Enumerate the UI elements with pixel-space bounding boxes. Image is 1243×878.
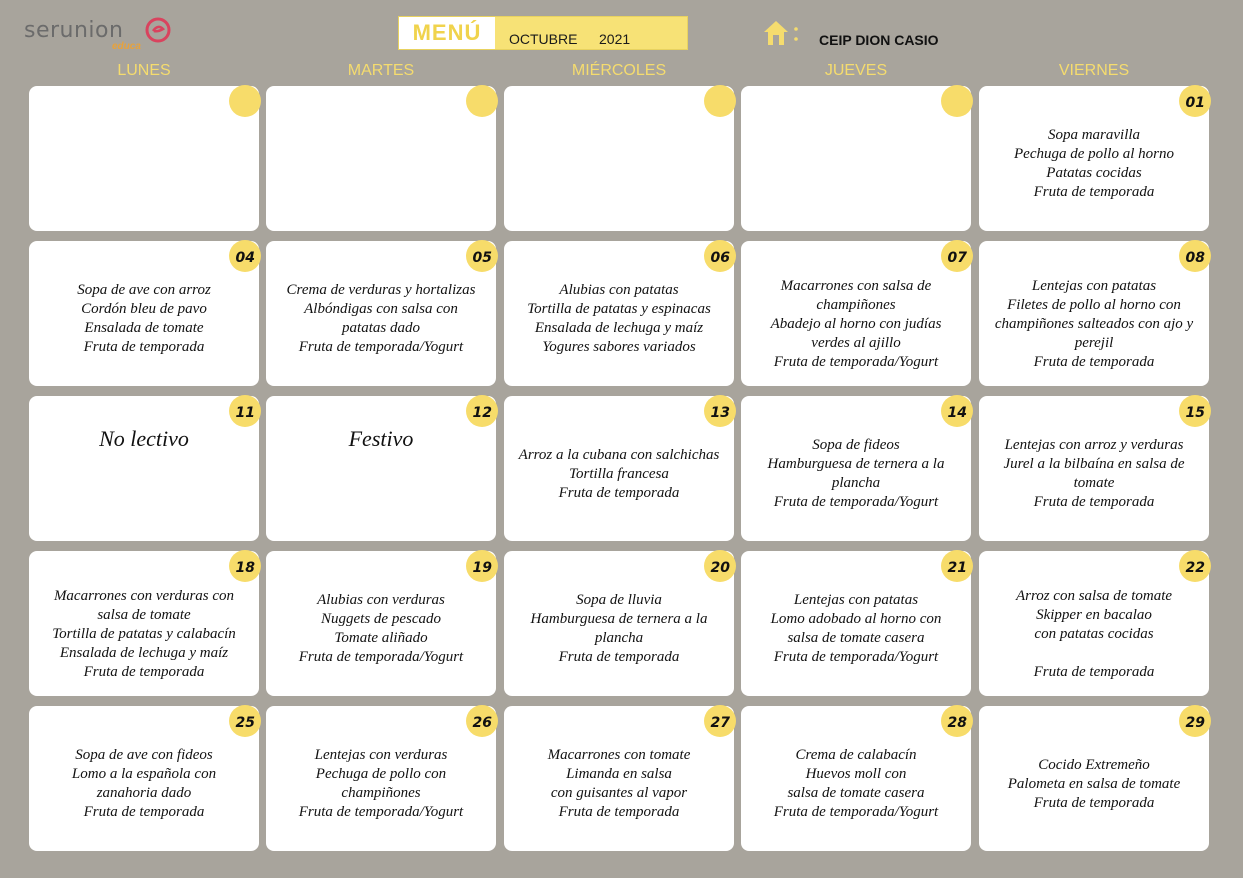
weekday-4: VIERNES bbox=[1058, 62, 1130, 79]
day-badge bbox=[466, 705, 498, 737]
day-cell bbox=[266, 551, 496, 696]
menu-items: Lentejas con patatas Lomo adobado al horno con salsa de tomate casera Fruta de temporada/Yogurt bbox=[770, 592, 942, 665]
day-badge bbox=[1179, 85, 1211, 117]
weekday-2: MIÉRCOLES bbox=[571, 62, 667, 79]
day-cell bbox=[504, 551, 734, 696]
day-number: 05 bbox=[472, 250, 492, 266]
day-number: 22 bbox=[1185, 560, 1205, 576]
weekday-0: LUNES bbox=[117, 62, 171, 79]
menu-items: Cocido Extremeño Palometa en salsa de tomate Fruta de temporada bbox=[1007, 756, 1181, 811]
menu-items: Sopa de ave con arroz Cordón bleu de pavo Ensalada de tomate Fruta de temporada bbox=[77, 282, 211, 355]
day-cell bbox=[266, 86, 496, 231]
day-cell bbox=[979, 241, 1209, 386]
menu-items: Crema de calabacín Huevos moll con salsa de tomate casera Fruta de temporada/Yogurt bbox=[773, 747, 939, 820]
day-cell bbox=[266, 241, 496, 386]
day-cell bbox=[741, 86, 971, 231]
serunion-logo bbox=[24, 14, 184, 54]
day-badge bbox=[941, 85, 973, 117]
menu-header bbox=[398, 16, 688, 50]
day-number: 12 bbox=[472, 405, 492, 421]
day-badge bbox=[229, 550, 261, 582]
menu-items: Macarrones con salsa de champiñones Abadejo al horno con judías verdes al ajillo Fruta de temporada/Yogurt bbox=[770, 278, 942, 370]
menu-items: Sopa de ave con fideos Lomo a la española con zanahoria dado Fruta de temporada bbox=[71, 747, 217, 820]
menu-month: OCTUBRE bbox=[509, 31, 578, 47]
day-number: 21 bbox=[947, 560, 967, 576]
day-badge bbox=[1179, 705, 1211, 737]
day-cell bbox=[979, 396, 1209, 541]
day-badge bbox=[466, 395, 498, 427]
menu-items: Crema de verduras y hortalizas Albóndigas con salsa con patatas dado Fruta de temporada/Yogurt bbox=[286, 282, 476, 355]
menu-items: Arroz a la cubana con salchichas Tortilla francesa Fruta de temporada bbox=[518, 446, 720, 501]
menu-items: Sopa maravilla Pechuga de pollo al horno Patatas cocidas Fruta de temporada bbox=[1014, 127, 1174, 200]
day-number: 19 bbox=[472, 560, 492, 576]
day-badge bbox=[941, 395, 973, 427]
day-cell bbox=[979, 706, 1209, 851]
day-number: 11 bbox=[235, 405, 255, 421]
day-cell bbox=[504, 86, 734, 231]
day-badge bbox=[466, 240, 498, 272]
day-badge bbox=[229, 705, 261, 737]
day-cell bbox=[979, 86, 1209, 231]
day-badge bbox=[704, 240, 736, 272]
day-number: 20 bbox=[710, 560, 730, 576]
day-number: 15 bbox=[1185, 405, 1205, 421]
day-badge bbox=[704, 85, 736, 117]
day-badge bbox=[1179, 550, 1211, 582]
day-number: 08 bbox=[1185, 250, 1205, 266]
day-cell bbox=[29, 396, 259, 541]
logo-subtitle: educa bbox=[112, 41, 141, 52]
day-cell bbox=[741, 241, 971, 386]
menu-items: Alubias con verduras Nuggets de pescado Tomate aliñado Fruta de temporada/Yogurt bbox=[298, 592, 464, 665]
day-cell bbox=[504, 396, 734, 541]
day-badge bbox=[1179, 395, 1211, 427]
menu-items: Lentejas con arroz y verduras Jurel a la bilbaína en salsa de tomate Fruta de temporada bbox=[1003, 437, 1185, 510]
logo-mark-icon bbox=[144, 16, 172, 44]
weekday-3: JUEVES bbox=[824, 62, 888, 79]
day-number: 29 bbox=[1185, 715, 1205, 731]
day-number: 27 bbox=[710, 715, 730, 731]
day-cell bbox=[29, 241, 259, 386]
day-badge bbox=[229, 395, 261, 427]
day-badge bbox=[229, 85, 261, 117]
day-badge bbox=[704, 550, 736, 582]
day-number: 04 bbox=[235, 250, 255, 266]
day-number: 25 bbox=[235, 715, 255, 731]
day-badge bbox=[941, 240, 973, 272]
day-cell bbox=[266, 396, 496, 541]
day-number: 01 bbox=[1185, 95, 1205, 111]
menu-items: Sopa de lluvia Hamburguesa de ternera a la plancha Fruta de temporada bbox=[530, 592, 708, 665]
menu-items: Lentejas con patatas Filetes de pollo al horno con champiñones salteados con ajo y perejil Fruta de temporada bbox=[994, 278, 1194, 370]
day-number: 28 bbox=[947, 715, 967, 731]
day-badge bbox=[704, 395, 736, 427]
day-number: 14 bbox=[947, 405, 967, 421]
day-cell bbox=[741, 551, 971, 696]
day-cell bbox=[29, 551, 259, 696]
school-name: CEIP DION CASIO bbox=[819, 32, 939, 48]
day-cell bbox=[29, 86, 259, 231]
day-badge bbox=[704, 705, 736, 737]
menu-items: Alubias con patatas Tortilla de patatas y espinacas Ensalada de lechuga y maíz Yogures sabores variados bbox=[527, 282, 711, 355]
day-cell bbox=[979, 551, 1209, 696]
day-badge bbox=[229, 240, 261, 272]
menu-items: Sopa de fideos Hamburguesa de ternera a la plancha Fruta de temporada/Yogurt bbox=[767, 437, 945, 510]
day-cell bbox=[29, 706, 259, 851]
home-icon bbox=[762, 18, 802, 48]
menu-items: Lentejas con verduras Pechuga de pollo con champiñones Fruta de temporada/Yogurt bbox=[298, 747, 464, 820]
day-cell bbox=[504, 241, 734, 386]
day-note: No lectivo bbox=[99, 426, 189, 451]
weekday-1: MARTES bbox=[347, 62, 415, 79]
day-number: 26 bbox=[472, 715, 492, 731]
day-badge bbox=[466, 85, 498, 117]
day-cell bbox=[266, 706, 496, 851]
menu-year: 2021 bbox=[599, 31, 631, 47]
day-number: 06 bbox=[710, 250, 730, 266]
day-number: 18 bbox=[235, 560, 255, 576]
day-badge bbox=[941, 550, 973, 582]
menu-items: Macarrones con tomate Limanda en salsa con guisantes al vapor Fruta de temporada bbox=[547, 747, 691, 820]
day-cell bbox=[504, 706, 734, 851]
day-badge bbox=[1179, 240, 1211, 272]
menu-items: Arroz con salsa de tomate Skipper en bacalao con patatas cocidas Fruta de temporada bbox=[1015, 588, 1173, 680]
day-note: Festivo bbox=[348, 426, 414, 451]
logo-wordmark: serunion bbox=[24, 18, 124, 43]
menu-items: Macarrones con verduras con salsa de tomate Tortilla de patatas y calabacín Ensalada de lechuga y maíz Fruta de temporada bbox=[52, 588, 236, 680]
day-cell bbox=[741, 396, 971, 541]
day-cell bbox=[741, 706, 971, 851]
menu-label: MENÚ bbox=[399, 17, 495, 49]
day-number: 13 bbox=[710, 405, 730, 421]
day-badge bbox=[466, 550, 498, 582]
day-number: 07 bbox=[947, 250, 967, 266]
day-badge bbox=[941, 705, 973, 737]
